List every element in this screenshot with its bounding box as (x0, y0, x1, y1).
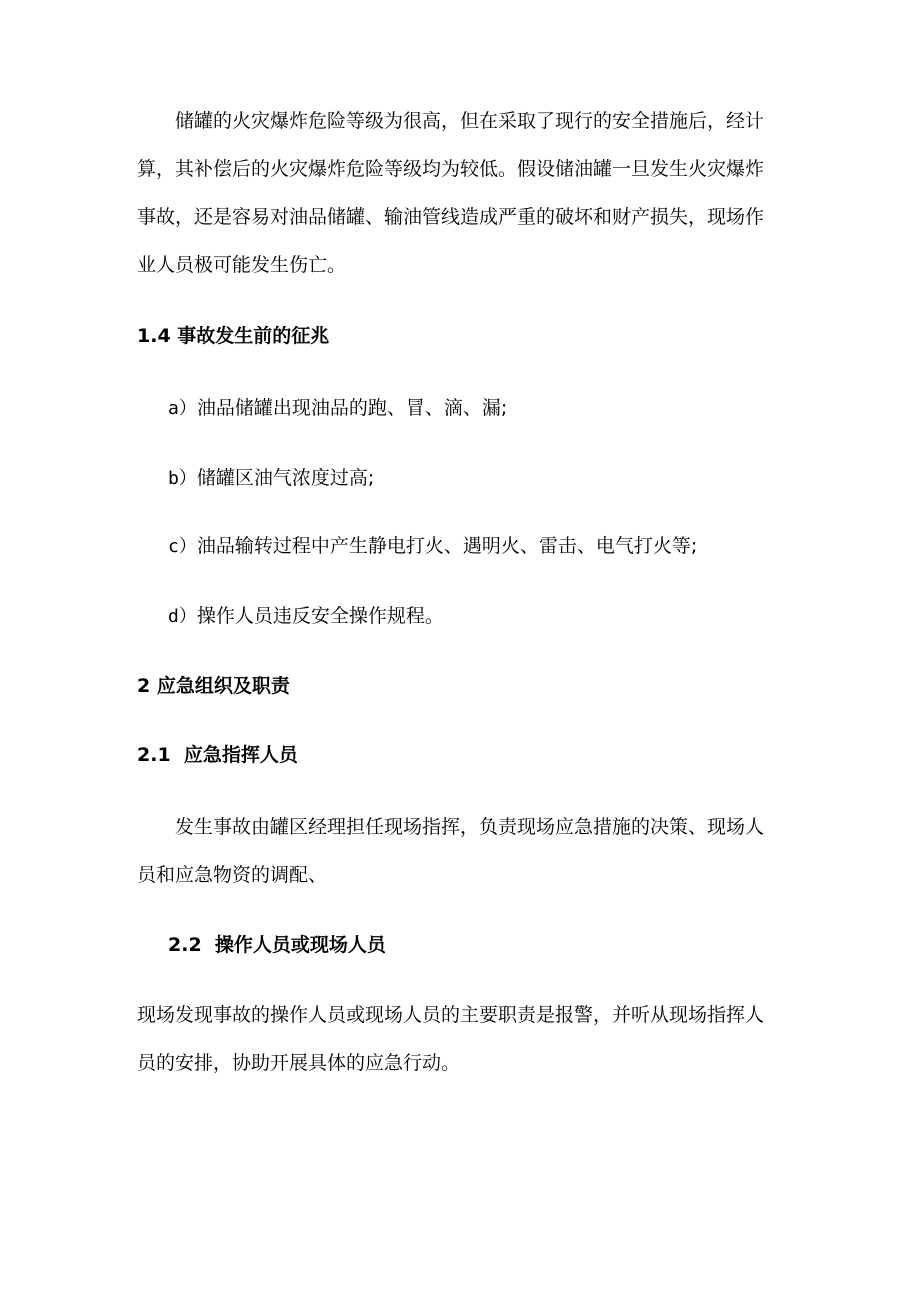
intro-paragraph: 储罐的火灾爆炸危险等级为很高，但在采取了现行的安全措施后，经计算，其补偿后的火灾爆炸危险等级均为较低。假设储油罐一旦发生火灾爆炸事故，还是容易对油品储罐、输油管线造成严重的破坏和财产损失，现场作业人员极可能发生伤亡。 (137, 110, 765, 276)
list-item (168, 395, 507, 422)
list-item-text: 油品储罐出现油品的跑、冒、滴、漏; (196, 397, 508, 419)
list-item-text: 操作人员违反安全操作规程。 (196, 605, 444, 627)
list-item-label: c） (168, 536, 197, 557)
section-2-title: 2 应急组织及职责 (137, 675, 290, 697)
list-item (168, 465, 374, 492)
section-2-2-paragraph: 现场发现事故的操作人员或现场人员的主要职责是报警，并听从现场指挥人员的安排，协助开展具体的应急行动。 (137, 1004, 765, 1074)
list-item-label: a） (168, 398, 197, 419)
list-item (168, 533, 697, 560)
list-item (168, 603, 444, 630)
list-item-text: 储罐区油气浓度过高; (196, 467, 375, 489)
section-2-2-title: 2.2 操作人员或现场人员 (168, 934, 386, 956)
list-item-label: d） (168, 606, 197, 627)
list-item-label: b） (168, 468, 197, 489)
section-2-1-title: 2.1 应急指挥人员 (137, 744, 298, 766)
section-2-1-paragraph: 发生事故由罐区经理担任现场指挥，负责现场应急措施的决策、现场人员和应急物资的调配、 (137, 816, 765, 886)
list-item-text: 油品输转过程中产生静电打火、遇明火、雷击、电气打火等; (196, 535, 698, 557)
section-1-4-title: 1.4 事故发生前的征兆 (137, 325, 330, 347)
